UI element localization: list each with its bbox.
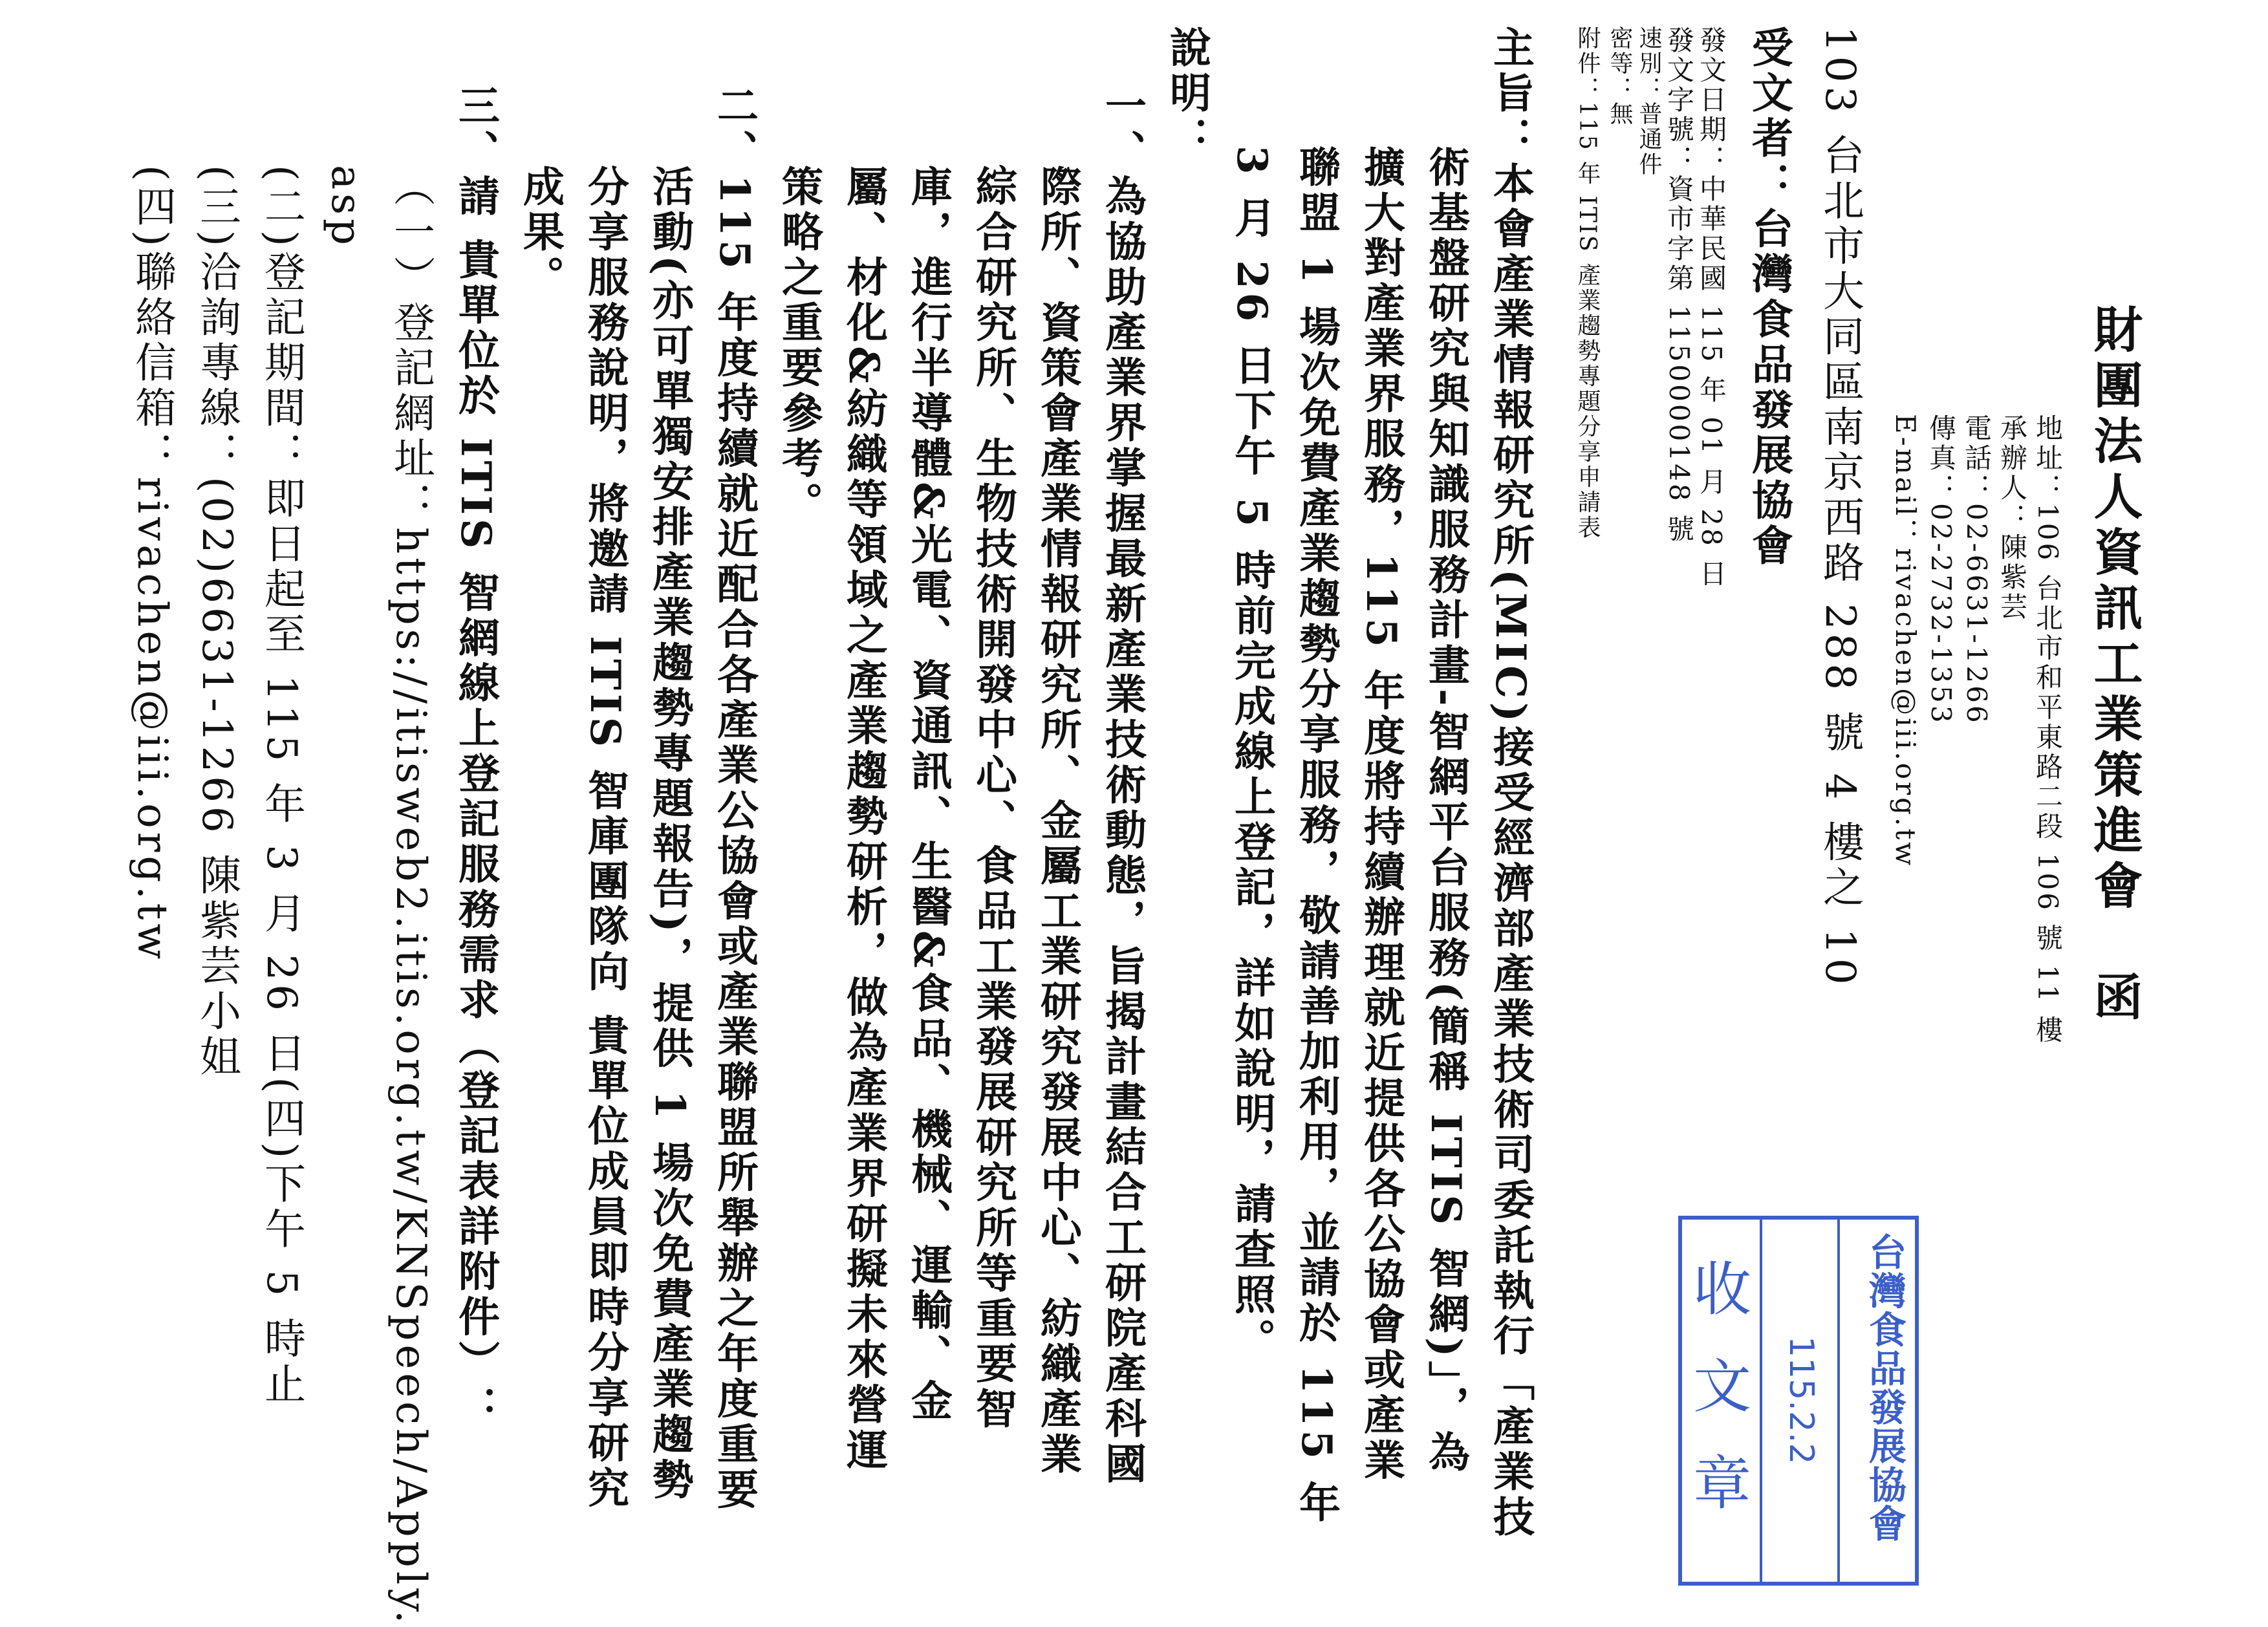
issue-date: 發文日期：中華民國 115 年 01 月 28 日	[1696, 26, 1727, 590]
security-level: 密等：無	[1606, 26, 1633, 127]
subject-line: 聯盟 1 場次免費產業趨勢分享服務，敬請善加利用，並請於 115 年	[1292, 145, 1341, 1527]
registration-url: （一）登記網址：https://itisweb2.itis.org.tw/KNSpeech/Apply.	[387, 165, 435, 1627]
registration-period: (二)登記期間：即日起至 115 年 3 月 26 日(四)下午 5 時止	[257, 165, 305, 1408]
letter-title: 財團法人資訊工業策進會 函	[2086, 304, 2143, 1027]
explanation-item-1-line: 際所、資策會產業情報研究所、金屬工業研究發展中心、紡織產業	[1033, 165, 1082, 1478]
explanation-item-1-line: 庫，進行半導體&光電、資通訊、生醫&食品、機械、運輸、金	[904, 165, 953, 1425]
registration-url-cont: asp	[322, 165, 370, 249]
explanation-item-2-line: 二、115 年度持續就近配合各產業公協會或產業聯盟所舉辦之年度重要	[710, 84, 759, 1513]
sender-phone: 電話：02-6631-1266	[1961, 414, 1993, 726]
attachment: 附件：115 年 ITIS 產業趨勢專題分享申請表	[1574, 26, 1601, 541]
doc-number: 發文字號：資市字第 1150000148 號	[1663, 26, 1695, 544]
subject-line: 主旨：本會產業情報研究所(MIC)接受經濟部產業技術司委託執行「產業技	[1486, 26, 1535, 1541]
contact-person: 承辦人：陳紫芸	[1996, 414, 2028, 622]
explanation-heading: 說明：	[1163, 26, 1211, 162]
speed-class: 速別：普通件	[1636, 26, 1662, 177]
recipient: 受文者：台灣食品發展協會	[1745, 26, 1793, 569]
explanation-item-3-line: 三、請 貴單位於 ITIS 智網線上登記服務需求（登記表詳附件）：	[451, 84, 500, 1431]
sender-address: 地址：106 台北市和平東路二段 106 號 11 樓	[2032, 414, 2064, 1046]
explanation-item-1-line: 策略之重要參考。	[775, 165, 823, 527]
explanation-item-1-line: 綜合研究所、生物技術開發中心、食品工業發展研究所等重要智	[969, 165, 1017, 1432]
stamp-org: 台灣食品發展協會	[1863, 1233, 1906, 1543]
contact-email: (四)聯絡信箱：rivachen@iii.org.tw	[128, 165, 176, 964]
explanation-item-2-line: 分享服務說明，將邀請 ITIS 智庫團隊向 貴單位成員即時分享研究	[581, 165, 629, 1512]
sender-email: E-mail：rivachen@iii.org.tw	[1890, 414, 1921, 868]
stamp-label: 收文章	[1683, 1258, 1751, 1549]
explanation-item-2-line: 活動(亦可單獨安排產業趨勢專題報告)，提供 1 場次免費產業趨勢	[645, 165, 694, 1503]
subject-line: 3 月 26 日下午 5 時前完成線上登記，詳如說明，請查照。	[1227, 145, 1276, 1364]
recipient-address: 103 台北市大同區南京西路 288 號 4 樓之 10	[1816, 26, 1864, 989]
explanation-item-1-line: 一、為協助產業界掌握最新產業技術動態，旨揭計畫結合工研院產科國	[1098, 84, 1147, 1487]
subject-line: 術基盤研究與知識服務計畫-智網平台服務(簡稱 ITIS 智網)」，為	[1421, 145, 1470, 1476]
sender-fax: 傳真：02-2732-1353	[1925, 414, 1957, 726]
stamp-date: 115.2.2	[1782, 1336, 1820, 1465]
explanation-item-2-line: 成果。	[516, 165, 565, 301]
subject-line: 擴大對產業界服務，115 年度將持續辦理就近提供各公協會或產業	[1357, 145, 1405, 1484]
receipt-stamp	[1678, 1216, 1919, 1586]
explanation-item-1-line: 屬、材化&紡織等領域之產業趨勢研析，做為產業界研擬未來營運	[839, 165, 888, 1474]
inquiry-phone: (三)洽詢專線：(02)6631-1266 陳紫芸小姐	[193, 165, 241, 1081]
